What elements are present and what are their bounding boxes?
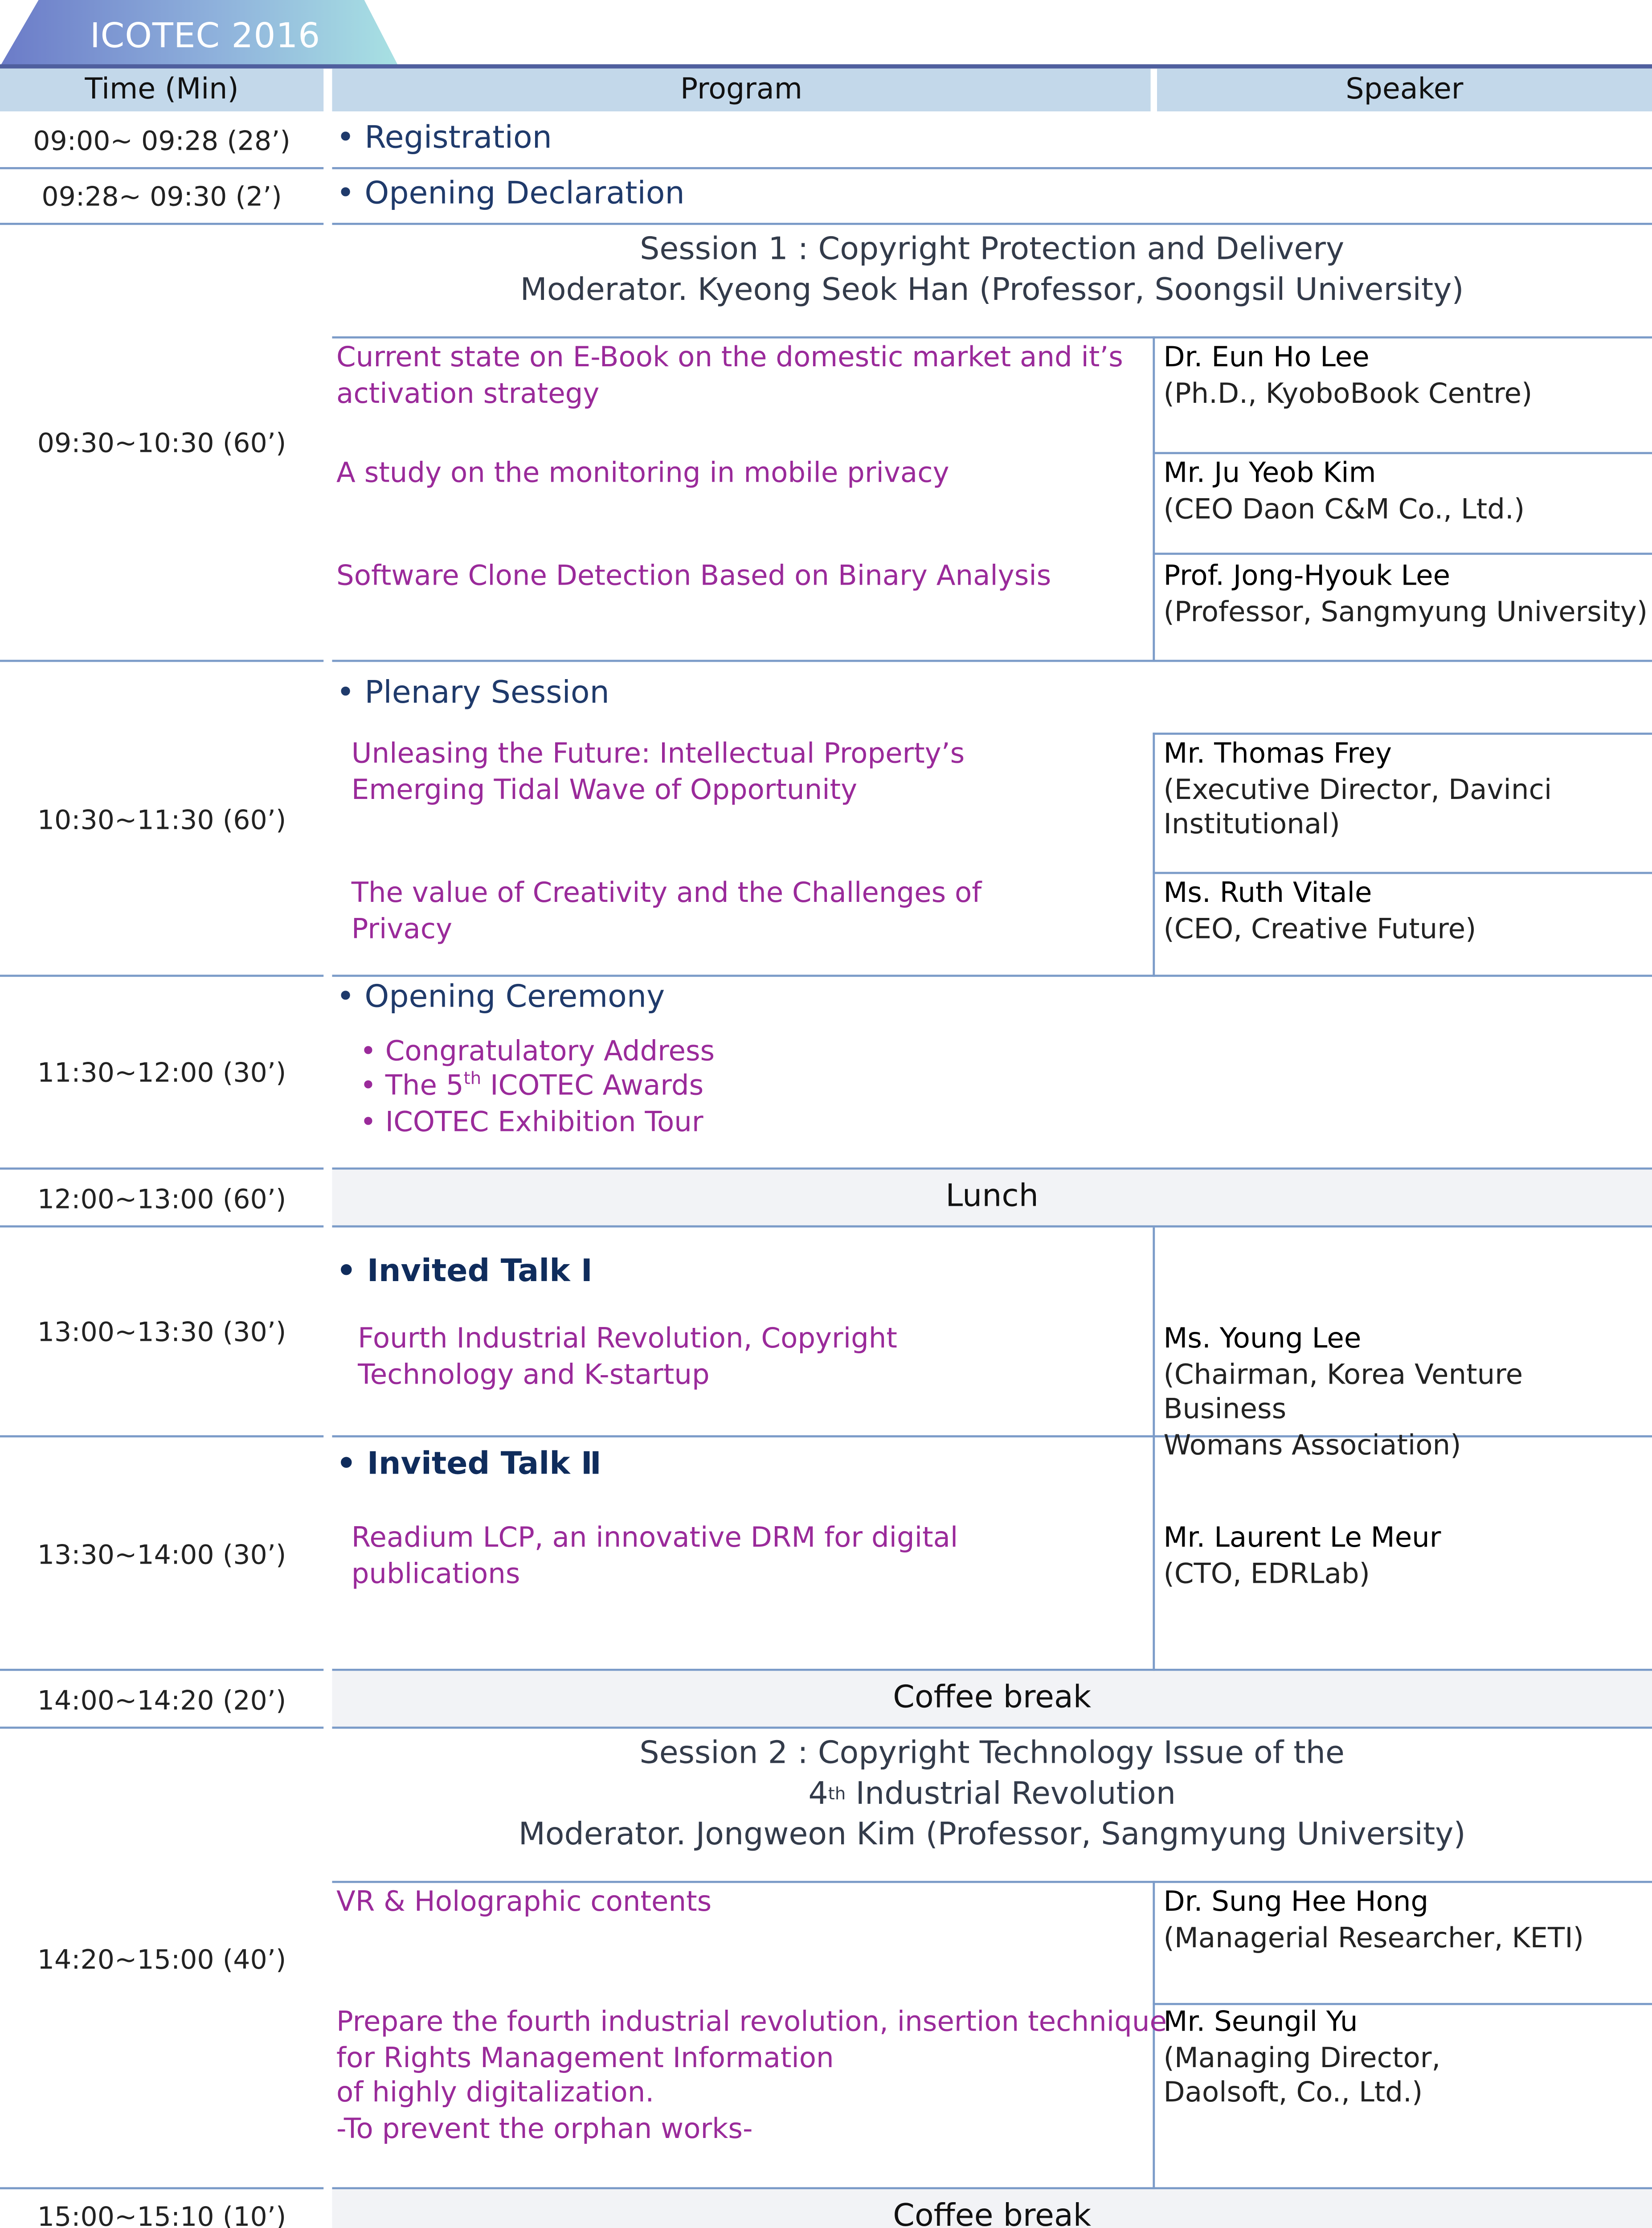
speaker-name: Mr. Laurent Le Meur [1163,1523,1441,1556]
plenary-talk1-speaker [1163,739,1648,845]
plenary-talk2-speaker [1163,878,1648,949]
ceremony-block [332,977,1652,1170]
column-divider [1153,336,1155,662]
time-cell: 13:30~14:00 (30’) [0,1438,323,1671]
speaker-name: Ms. Young Lee [1163,1323,1362,1356]
header-program: Program [332,69,1150,111]
session2-moderator: Moderator. Jongweon Kim (Professor, Sangmyung University) [518,1818,1466,1853]
time-cell: 13:00~13:30 (30’) [0,1228,323,1438]
program-line: VR & Holographic contents [336,1887,712,1920]
plenary-talk1-title [352,739,965,810]
plenary-title: • Plenary Session [336,677,609,712]
divider [332,1881,1652,1883]
registration-title: • Registration [336,122,552,156]
program-line: A study on the monitoring in mobile privacy [336,458,949,491]
program-line: Emerging Tidal Wave of Opportunity [351,774,858,807]
time-cell: 14:20~15:00 (40’) [0,1729,323,2190]
time-cell: 09:28~ 09:30 (2’) [0,169,323,225]
ceremony-item-text: • The 5 [360,1071,464,1103]
time-cell: 09:00~ 09:28 (28’) [0,114,323,169]
divider [1153,2003,1652,2005]
program-line: Readium LCP, an innovative DRM for digital [351,1523,958,1556]
speaker-affiliation: Womans Association) [1163,1429,1461,1462]
session2-title-text: Industrial Revolution [846,1778,1176,1813]
column-divider [1153,1438,1155,1671]
session2-talk1-speaker [1163,1887,1648,1958]
speaker-affiliation: (Managing Director, [1163,2042,1441,2075]
session2-talk2-title [336,2007,1167,2149]
speaker-affiliation: (CTO, EDRLab) [1163,1558,1370,1591]
coffee-break-row: Coffee break [332,2189,1652,2228]
time-cell: 09:30~10:30 (60’) [0,225,323,662]
ordinal-suffix: th [828,1784,846,1804]
speaker-affiliation: (Ph.D., KyoboBook Centre) [1163,378,1533,410]
speaker-affiliation: Daolsoft, Co., Ltd.) [1163,2078,1423,2110]
speaker-affiliation: Institutional) [1163,810,1340,842]
session1-talk3-title [336,561,1051,597]
program-line: Current state on E-Book on the domestic market and it’s [336,343,1123,375]
divider [1153,733,1652,735]
ceremony-item [360,1071,703,1103]
time-cell: 12:00~13:00 (60’) [0,1170,323,1228]
session1-moderator: Moderator. Kyeong Seok Han (Professor, Soongsil University) [520,274,1464,309]
invited2-speaker [1163,1523,1648,1594]
session2-talk1-title [336,1887,712,1922]
session2-title-text: 4 [808,1778,828,1813]
program-line: publications [351,1558,520,1591]
opening-declaration-row [332,169,1652,225]
speaker-affiliation: (Managerial Researcher, KETI) [1163,1922,1584,1955]
time-cell: 10:30~11:30 (60’) [0,662,323,977]
invited1-talk-title [358,1324,897,1395]
ceremony-item: • Congratulatory Address [360,1036,715,1069]
column-divider [1153,1228,1155,1438]
registration-row [332,114,1652,169]
program-line: Prepare the fourth industrial revolution, insertion technique [336,2007,1167,2040]
speaker-affiliation: (Professor, Sangmyung University) [1163,596,1648,629]
ceremony-title: • Opening Ceremony [336,981,665,1016]
ceremony-item: • ICOTEC Exhibition Tour [360,1107,703,1140]
divider [1153,872,1652,874]
session1-talk1-title [336,343,1123,414]
session2-title-line2 [332,1776,1652,1816]
ordinal-suffix: th [463,1069,482,1089]
time-cell: 14:00~14:20 (20’) [0,1671,323,1729]
speaker-affiliation: (Executive Director, Davinci [1163,774,1552,807]
program-line: The value of Creativity and the Challenges of [351,878,982,911]
program-line: -To prevent the orphan works- [336,2113,753,2146]
time-cell: 11:30~12:00 (30’) [0,977,323,1170]
program-line: Privacy [351,913,453,946]
program-line: Fourth Industrial Revolution, Copyright [358,1323,897,1356]
event-title: ICOTEC 2016 [90,15,321,56]
header-speaker: Speaker [1157,69,1652,111]
time-cell: 15:00~15:10 (10’) [0,2189,323,2228]
coffee-break-row: Coffee break [332,1671,1652,1729]
ceremony-item-text: ICOTEC Awards [481,1071,704,1103]
speaker-name: Dr. Sung Hee Hong [1163,1887,1429,1920]
speaker-name: Dr. Eun Ho Lee [1163,343,1370,375]
session1-talk2-speaker [1163,459,1648,529]
speaker-name: Ms. Ruth Vitale [1163,878,1372,911]
program-line: Unleasing the Future: Intellectual Property’s [351,739,965,771]
speaker-affiliation: (CEO Daon C&M Co., Ltd.) [1163,494,1525,526]
session1-talk1-speaker [1163,343,1648,414]
divider [1153,452,1652,454]
session1-title: Session 1 : Copyright Protection and Delivery [640,233,1345,268]
event-tab [0,0,399,66]
speaker-name: Mr. Seungil Yu [1163,2007,1358,2040]
invited1-title: • Invited Talk Ⅰ [336,1255,593,1290]
program-line: for Rights Management Information [336,2042,834,2075]
program-line: of highly digitalization. [336,2078,654,2110]
program-line: Software Clone Detection Based on Binary Analysis [336,561,1051,594]
session1-talk3-speaker [1163,561,1648,632]
session2-talk2-speaker [1163,2007,1648,2113]
divider [1153,553,1652,555]
opening-declaration-title: • Opening Declaration [336,178,685,212]
invited2-talk-title [352,1523,958,1594]
plenary-talk2-title [352,878,982,949]
speaker-name: Prof. Jong-Hyouk Lee [1163,561,1451,594]
divider [332,336,1652,339]
session1-talk2-title [336,459,949,494]
lunch-row: Lunch [332,1170,1652,1228]
program-line: Technology and K-startup [358,1359,710,1392]
session2-title: Session 2 : Copyright Technology Issue of the [639,1737,1345,1772]
header-time: Time (Min) [0,69,323,111]
speaker-affiliation: (Chairman, Korea Venture Business [1163,1359,1523,1427]
speaker-name: Mr. Ju Yeob Kim [1163,458,1376,491]
column-divider [1153,733,1155,977]
top-rule [0,64,1652,69]
invited2-title: • Invited Talk Ⅱ [336,1448,601,1483]
speaker-affiliation: (CEO, Creative Future) [1163,913,1476,946]
program-line: activation strategy [336,378,600,410]
speaker-name: Mr. Thomas Frey [1163,739,1392,771]
